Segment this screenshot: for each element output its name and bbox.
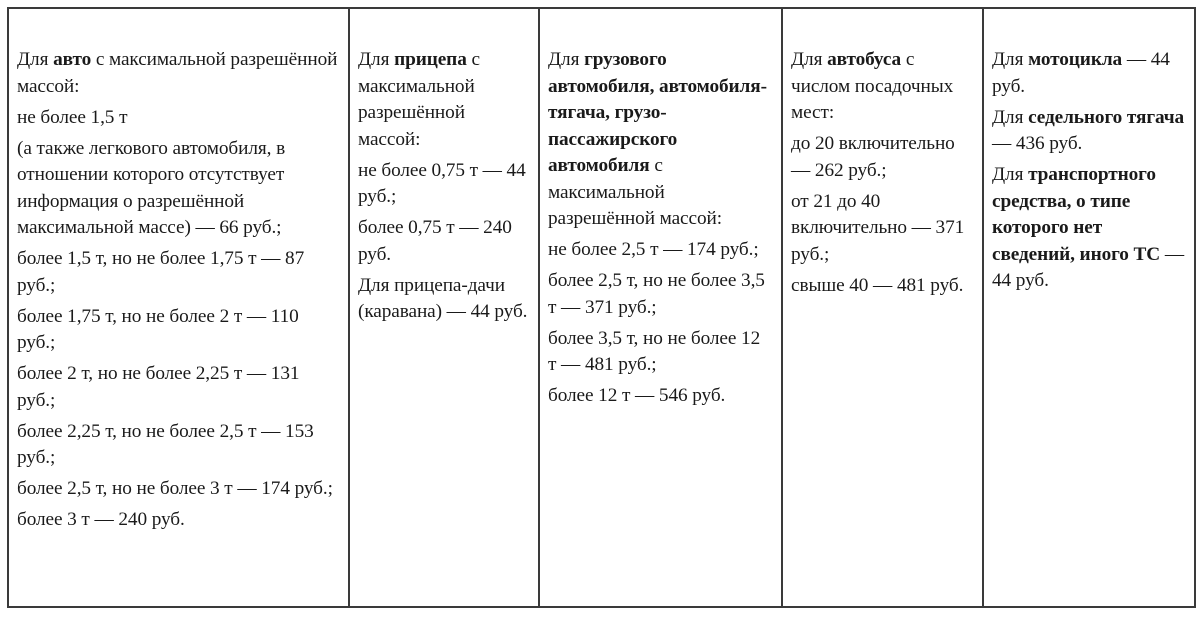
fee-entry-unknown-vehicle: Для транспортного средства, о типе которого нет сведений, иного ТС — 44 руб. (992, 164, 1185, 291)
vehicle-type-label: прицепа (394, 49, 467, 70)
vehicle-type-label: транспортного средства, о типе которого нет сведений, иного ТС (992, 164, 1161, 265)
cell-other (983, 8, 1195, 607)
fee-item: более 0,75 т — 240 руб. (358, 217, 512, 265)
cell-truck (539, 8, 782, 607)
fee-item: более 3 т — 240 руб. (17, 509, 185, 530)
fee-item: более 12 т — 546 руб. (548, 385, 726, 406)
fee-item: более 3,5 т, но не более 12 т — 481 руб.; (548, 327, 761, 375)
fee-item: более 2,5 т, но не более 3 т — 174 руб.; (17, 478, 333, 499)
fee-item: не более 2,5 т — 174 руб.; (548, 239, 759, 260)
cell-bus (782, 8, 983, 607)
cell-truck-header: Для грузового автомобиля, автомобиля-тягача, грузо-пассажирского автомобиля с максимальной разрешённой массой: (548, 49, 767, 229)
fee-item: (а также легкового автомобиля, в отношении которого отсутствует информация о разрешённой максимальной массе) — 66 руб.; (17, 137, 286, 238)
fee-item: более 1,75 т, но не более 2 т — 110 руб.; (17, 305, 299, 353)
fee-item: не более 1,5 т (17, 106, 128, 128)
cell-trailer (349, 8, 539, 607)
cell-bus-header: Для автобуса с числом посадочных мест: (791, 49, 954, 123)
vehicle-type-label: мотоцикла (1028, 49, 1123, 70)
table-row (8, 8, 1195, 607)
fee-item: не более 0,75 т — 44 руб.; (358, 159, 526, 207)
fee-item: более 2 т, но не более 2,25 т — 131 руб.; (17, 363, 300, 411)
vehicle-type-label: автобуса (827, 49, 902, 70)
fee-item: свыше 40 — 481 руб. (791, 274, 964, 296)
vehicle-type-label: грузового автомобиля, автомобиля-тягача, грузо-пассажирского автомобиля (548, 49, 767, 176)
cell-trailer-header: Для прицепа с максимальной разрешённой массой: (358, 49, 480, 150)
fee-item: до 20 включительно — 262 руб.; (791, 133, 955, 181)
fee-item: более 2,25 т, но не более 2,5 т — 153 руб.; (17, 420, 314, 468)
fee-item: более 2,5 т, но не более 3,5 т — 371 руб.; (548, 270, 765, 318)
vehicle-type-label: авто (53, 49, 92, 70)
fee-entry-semi-tractor: Для седельного тягача — 436 руб. (992, 106, 1185, 154)
fee-item: Для прицепа-дачи (каравана) — 44 руб. (358, 274, 528, 322)
vehicle-type-label: седельного тягача (1028, 106, 1185, 128)
cell-auto-header: Для авто с максимальной разрешённой массой: (17, 49, 338, 97)
fee-item: более 1,5 т, но не более 1,75 т — 87 руб.; (17, 248, 305, 296)
fee-item: от 21 до 40 включительно — 371 руб.; (791, 190, 965, 265)
fee-table (7, 7, 1196, 608)
cell-auto (8, 8, 349, 607)
fee-entry-motorcycle: Для мотоцикла — 44 руб. (992, 49, 1170, 97)
